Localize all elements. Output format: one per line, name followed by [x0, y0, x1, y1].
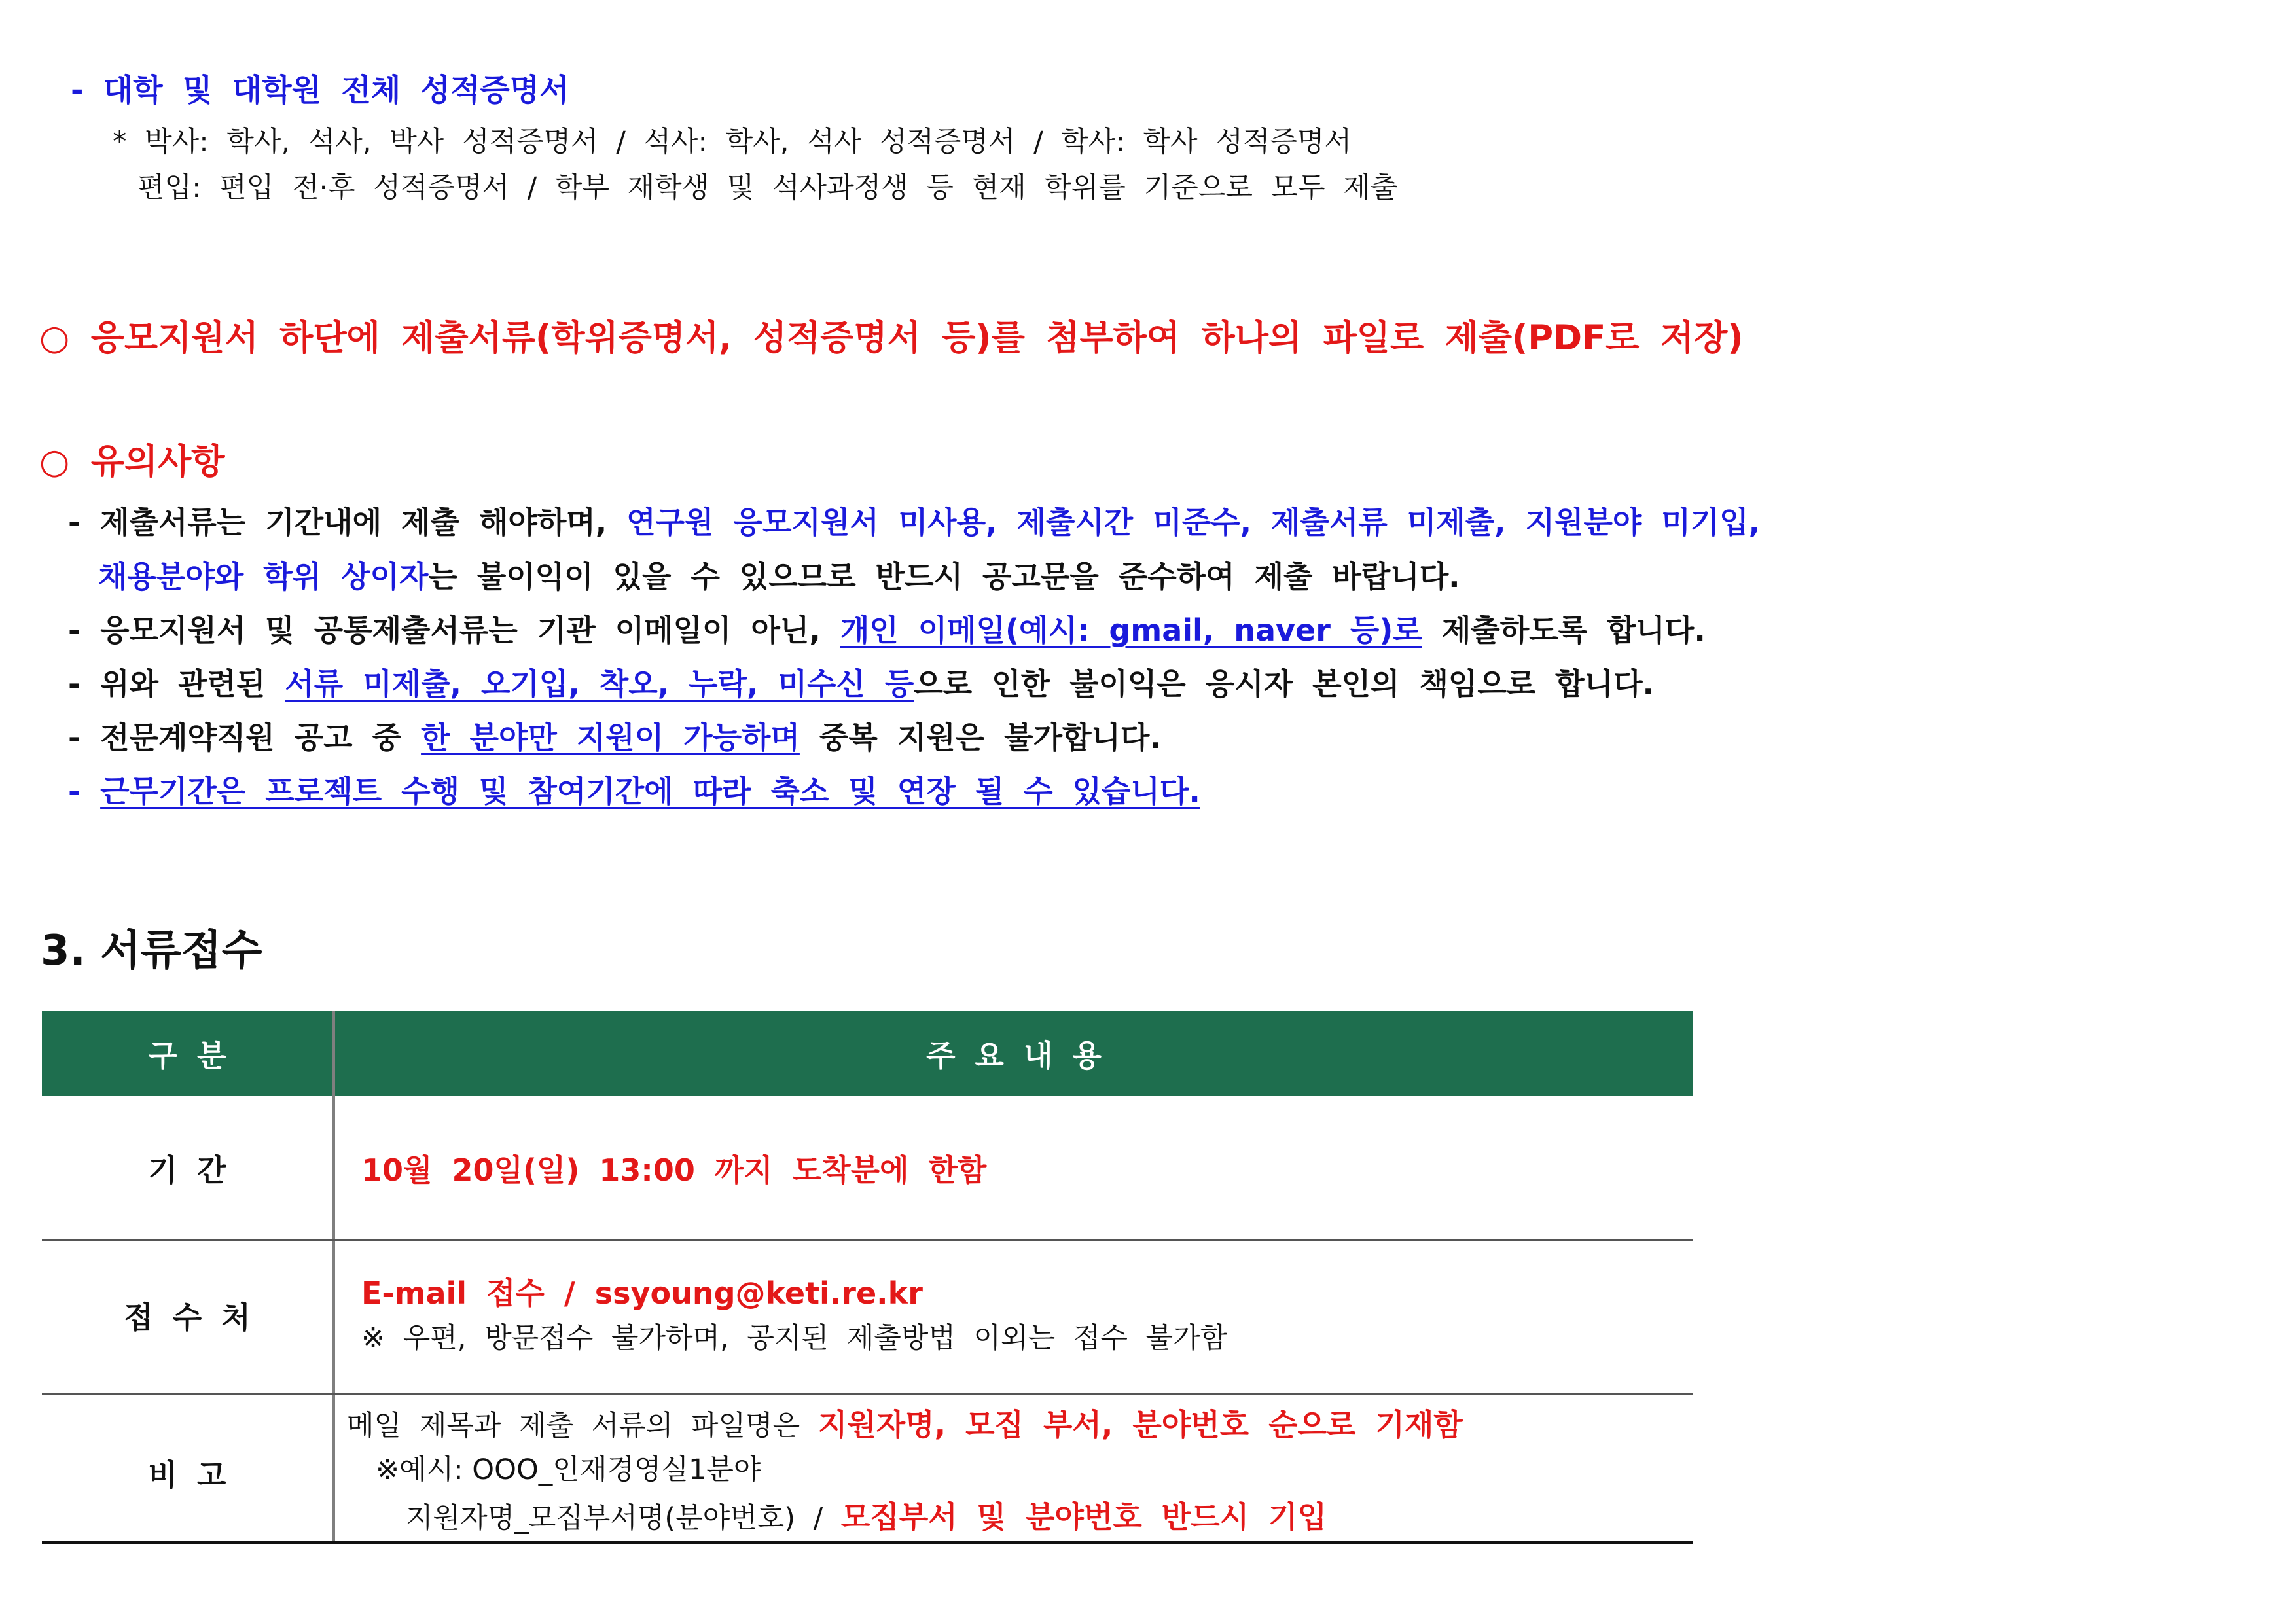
transcript-title: - 대학 및 대학원 전체 성적증명서 — [71, 73, 569, 109]
row-remarks-highlight: 지원자명, 모집 부서, 분야번호 순으로 기재함 — [817, 1407, 1463, 1442]
note-item-2-text: - 응모지원서 및 공통제출서류는 기관 이메일이 아닌, — [68, 613, 840, 648]
row-receipt-label: 접 수 처 — [124, 1300, 251, 1335]
table-bottom-border — [42, 1541, 1693, 1544]
row-receipt-note: ※ 우편, 방문접수 불가하며, 공지된 제출방법 이외는 접수 불가함 — [361, 1322, 1228, 1355]
transcript-transfer-line: 편입: 편입 전·후 성적증명서 / 학부 재학생 및 석사과정생 등 현재 학위를 기준으로 모두 제출 — [137, 171, 1398, 204]
note-item-5 — [68, 774, 1200, 809]
note-item-2 — [68, 613, 1706, 648]
table-header-category: 구 분 — [42, 1011, 332, 1096]
attach-notice: ○ 응모지원서 하단에 제출서류(학위증명서, 성적증명서 등)를 첨부하여 하나의 파일로 제출(PDF로 저장) — [39, 318, 1744, 358]
row-remarks-line1 — [347, 1401, 1463, 1444]
row-period-label: 기 간 — [148, 1152, 226, 1188]
note-item-4-text: - 전문계약직원 공고 중 — [68, 720, 422, 755]
row-divider — [42, 1393, 1693, 1395]
row-divider — [42, 1239, 1693, 1241]
row-period-value: 10월 20일(일) 13:00 까지 도착분에 한함 — [361, 1152, 987, 1188]
note-item-1-text: - 제출서류는 기간내에 제출 해야하며, — [68, 505, 627, 540]
row-remarks-label: 비 고 — [148, 1457, 226, 1493]
note-item-5-highlight: 근무기간은 프로젝트 수행 및 참여기간에 따라 축소 및 연장 될 수 있습니다. — [100, 774, 1200, 809]
note-item-1-text-2: 는 불이익이 있을 수 있으므로 반드시 공고문을 준수하여 제출 바랍니다. — [428, 559, 1460, 594]
transcript-degree-line: * 박사: 학사, 석사, 박사 성적증명서 / 석사: 학사, 석사 성적증명서 / 학사: 학사 성적증명서 — [113, 126, 1352, 158]
row-remarks-example: ※예시: OOO_인재경영실1분야 — [376, 1454, 761, 1486]
note-item-3 — [68, 667, 1654, 702]
note-item-4 — [68, 721, 1161, 755]
table-header-content: 주 요 내 용 — [335, 1011, 1693, 1096]
section-title: 3. 서류접수 — [41, 927, 262, 975]
note-item-2-text-2: 제출하도록 합니다. — [1422, 613, 1706, 648]
note-item-3-text: - 위와 관련된 — [68, 666, 285, 702]
note-item-1 — [68, 505, 1760, 540]
note-item-4-highlight: 한 분야만 지원이 가능하며 — [421, 720, 800, 755]
row-receipt-email: E-mail 접수 / ssyoung@keti.re.kr — [361, 1275, 923, 1311]
note-item-3-highlight: 서류 미제출, 오기입, 착오, 누락, 미수신 등 — [285, 666, 914, 702]
row-remarks-required: 모집부서 및 분야번호 반드시 기입 — [840, 1499, 1327, 1535]
note-item-5-dash: - — [68, 774, 101, 809]
column-divider — [332, 1011, 335, 1541]
note-item-3-text-2: 으로 인한 불이익은 응시자 본인의 책임으로 합니다. — [914, 666, 1655, 702]
row-remarks-text: 메일 제목과 제출 서류의 파일명은 — [347, 1410, 818, 1442]
row-remarks-format: 지원자명_모집부서명(분야번호) / — [406, 1502, 841, 1535]
note-item-4-text-2: 중복 지원은 불가합니다. — [799, 720, 1161, 755]
note-item-1-cont — [98, 560, 1460, 594]
note-item-1-highlight: 연구원 응모지원서 미사용, 제출시간 미준수, 제출서류 미제출, 지원분야 미기입, — [626, 505, 1761, 540]
row-remarks-line3 — [406, 1493, 1327, 1537]
note-item-1-highlight-2: 채용분야와 학위 상이자 — [98, 559, 429, 594]
note-item-2-highlight: 개인 이메일(예시: gmail, naver 등)로 — [840, 613, 1422, 648]
notes-title: ○ 유의사항 — [39, 442, 225, 482]
